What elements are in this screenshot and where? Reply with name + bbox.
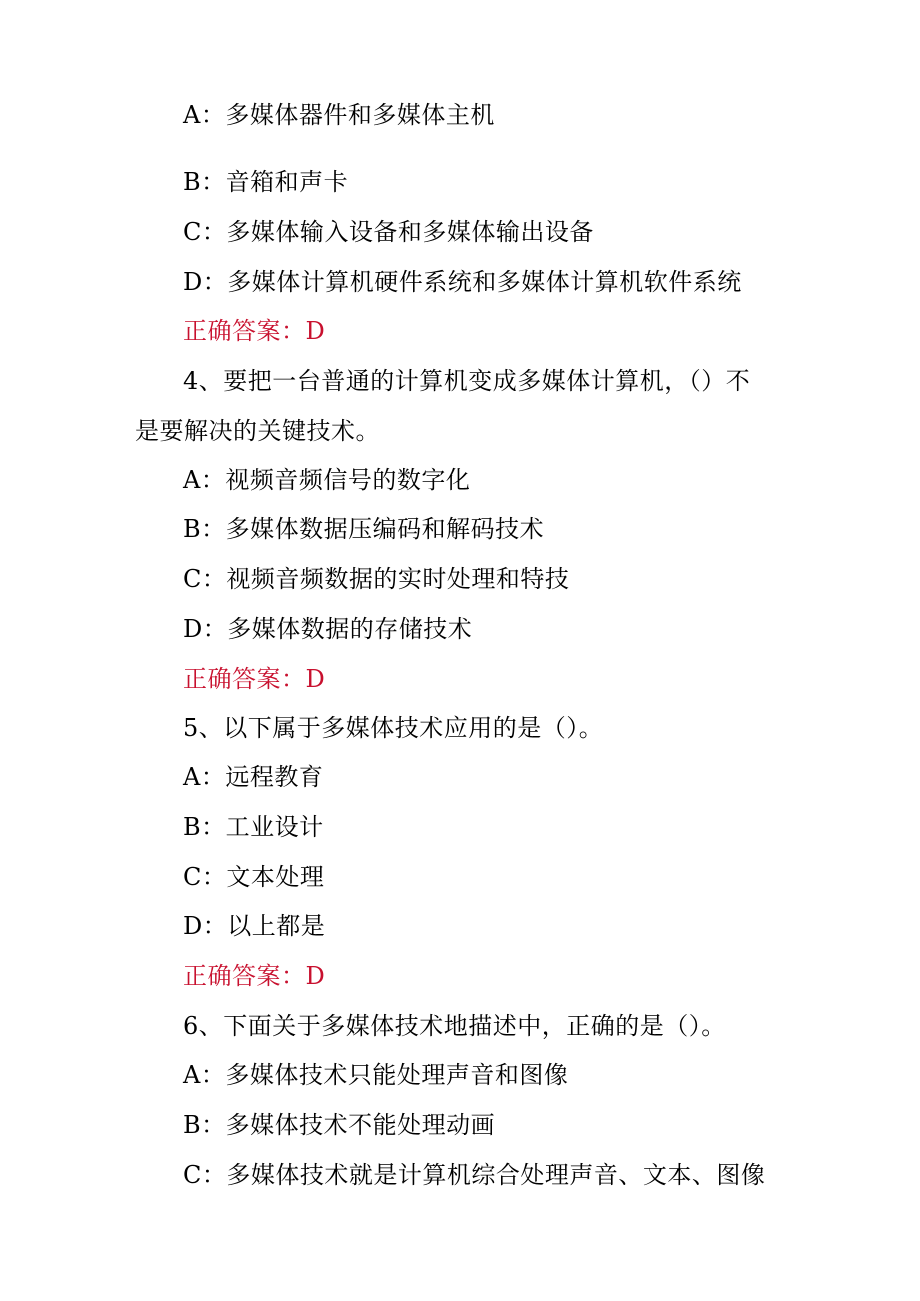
q5-option-d: D：以上都是 [183, 912, 326, 940]
q3-option-d: D：多媒体计算机硬件系统和多媒体计算机软件系统 [183, 268, 742, 296]
q5-question: 5、以下属于多媒体技术应用的是（）。 [183, 714, 604, 742]
q3-option-c: C：多媒体输入设备和多媒体输出设备 [183, 218, 594, 246]
q6-option-a: A：多媒体技术只能处理声音和图像 [183, 1061, 569, 1089]
q5-option-a: A：远程教育 [183, 763, 324, 791]
q4-option-c: C：视频音频数据的实时处理和特技 [183, 565, 570, 593]
q3-option-a: A：多媒体器件和多媒体主机 [183, 101, 495, 129]
q5-answer: 正确答案：D [183, 962, 326, 990]
q6-question: 6、下面关于多媒体技术地描述中，正确的是（）。 [183, 1012, 726, 1040]
q4-option-d: D：多媒体数据的存储技术 [183, 615, 473, 643]
q4-option-b: B：多媒体数据压编码和解码技术 [183, 515, 545, 543]
q6-option-c: C：多媒体技术就是计算机综合处理声音、文本、图像 [183, 1161, 766, 1189]
q4-question-line1: 4、要把一台普通的计算机变成多媒体计算机，（）不 [183, 367, 751, 395]
q3-answer: 正确答案：D [183, 317, 326, 345]
q4-question-line2: 是要解决的关键技术。 [135, 417, 380, 445]
q5-option-b: B：工业设计 [183, 813, 324, 841]
q5-option-c: C：文本处理 [183, 863, 325, 891]
q3-option-b: B：音箱和声卡 [183, 168, 349, 196]
q4-option-a: A：视频音频信号的数字化 [183, 466, 471, 494]
q4-answer: 正确答案：D [183, 665, 326, 693]
q6-option-b: B：多媒体技术不能处理动画 [183, 1111, 496, 1139]
